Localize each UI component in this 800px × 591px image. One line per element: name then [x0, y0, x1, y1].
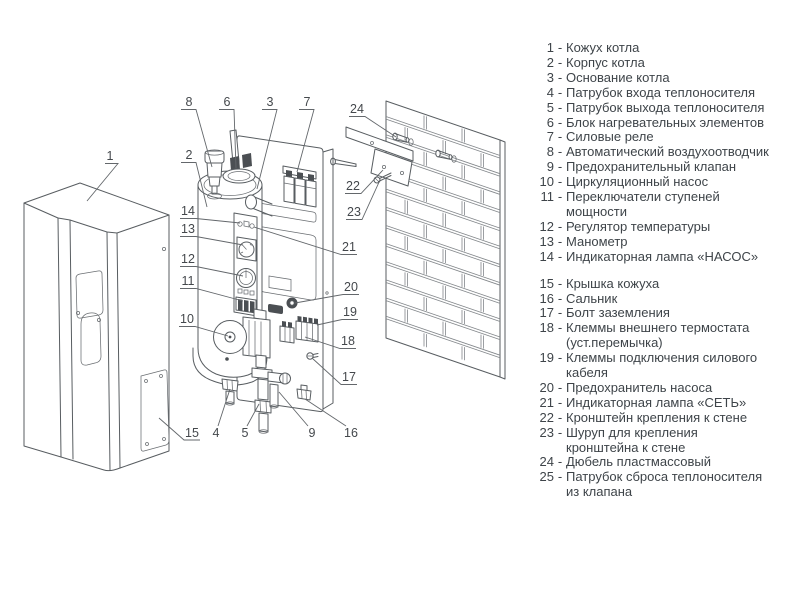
legend-item-text: Патрубок входа теплоносителя	[566, 84, 756, 100]
legend-item-text: Корпус котла	[566, 54, 645, 70]
callout-number-3: 3	[266, 95, 274, 109]
legend-item-number: 3	[546, 69, 554, 85]
legend-item-separator: -	[557, 409, 563, 425]
legend-item-number: 9	[546, 159, 554, 175]
legend-item-number: 13	[539, 233, 554, 249]
legend-item-number: 23	[539, 424, 554, 440]
callout-number-4: 4	[212, 426, 220, 440]
legend-item-number: 8	[546, 144, 554, 160]
boiler-casing-drawing	[24, 183, 169, 471]
legend-item	[534, 455, 796, 470]
legend-item-text: Болт заземления	[566, 305, 670, 321]
legend-item-text: Крышка кожуха	[566, 275, 660, 291]
legend-item	[534, 190, 796, 220]
legend-item-separator: -	[557, 305, 563, 321]
callout-number-17: 17	[342, 370, 356, 384]
callout-number-18: 18	[341, 334, 355, 348]
legend-item-separator: -	[557, 218, 563, 234]
legend-item-number: 18	[539, 320, 554, 336]
power-relays	[283, 166, 316, 207]
legend-item-text: Предохранитель насоса	[566, 379, 713, 395]
pressure-gauge	[237, 237, 256, 261]
legend-item	[534, 101, 796, 116]
legend-item-text: Предохранительный клапан	[566, 159, 737, 175]
legend-item-number: 20	[539, 379, 554, 395]
legend-item-number: 17	[539, 305, 554, 321]
callout-number-24: 24	[350, 102, 364, 116]
legend-item-text: Регулятор температуры	[566, 218, 711, 234]
legend-item-separator: -	[557, 469, 563, 485]
legend-item-separator: -	[557, 394, 563, 410]
legend-item-separator: -	[557, 159, 563, 175]
callout-number-9: 9	[308, 426, 316, 440]
legend-item-text: Индикаторная лампа «СЕТЬ»	[566, 394, 747, 410]
callout-number-22: 22	[346, 179, 360, 193]
callout-number-8: 8	[185, 95, 193, 109]
legend-item	[534, 86, 796, 101]
legend-item-number: 5	[546, 99, 554, 115]
callout-number-15: 15	[185, 426, 199, 440]
legend-item-text: Клеммы внешнего термостата (уст.перемычка)	[566, 320, 750, 351]
legend-item	[534, 250, 796, 265]
outlet-pipe	[258, 379, 268, 400]
callout-leader-4	[218, 389, 230, 426]
callout-number-12: 12	[181, 252, 195, 266]
legend-item-number: 15	[539, 275, 554, 291]
legend-item	[534, 321, 796, 351]
callout-leader-16	[305, 399, 346, 426]
legend-item	[534, 220, 796, 235]
brick-wall-drawing	[386, 101, 505, 379]
legend-item-number: 7	[546, 129, 554, 145]
legend-item	[534, 381, 796, 396]
legend-item-separator: -	[557, 69, 563, 85]
callout-number-20: 20	[344, 280, 358, 294]
legend-item-number: 24	[539, 454, 554, 470]
legend-item	[534, 175, 796, 190]
legend-item-separator: -	[557, 379, 563, 395]
callout-number-6: 6	[223, 95, 231, 109]
safety-valve	[280, 373, 291, 384]
callout-number-10: 10	[180, 312, 194, 326]
legend-item	[534, 411, 796, 426]
control-panel	[234, 213, 257, 316]
legend-item-text: Патрубок выхода теплоносителя	[566, 99, 765, 115]
legend-item-text: Блок нагревательных элементов	[566, 114, 765, 130]
legend-item	[534, 396, 796, 411]
legend-item-number: 6	[546, 114, 554, 130]
legend-item-separator: -	[557, 189, 563, 205]
legend-item-number: 12	[539, 218, 554, 234]
callout-number-5: 5	[241, 426, 249, 440]
legend-item-number: 4	[546, 84, 554, 100]
legend-item	[534, 130, 796, 145]
legend-item-text: Основание котла	[566, 69, 670, 85]
legend-item-separator: -	[557, 54, 563, 70]
legend-item-number: 10	[539, 174, 554, 190]
legend-item	[534, 56, 796, 71]
legend-item	[534, 160, 796, 175]
legend-item-number: 16	[539, 290, 554, 306]
legend-item-separator: -	[557, 84, 563, 100]
legend-item	[534, 145, 796, 160]
legend-item	[534, 426, 796, 456]
legend-item-separator: -	[557, 174, 563, 190]
boiler-assembly-drawing	[193, 130, 333, 433]
bracket-screw-left	[331, 158, 356, 166]
legend-item-text: Автоматический воздухоотводчик	[566, 144, 769, 160]
legend-item	[534, 351, 796, 381]
legend-item-text: Кожух котла	[566, 40, 640, 55]
callout-leader-5	[247, 404, 259, 426]
legend-item	[534, 306, 796, 321]
legend-item	[534, 71, 796, 86]
callout-number-16: 16	[344, 426, 358, 440]
legend-item-number: 22	[539, 409, 554, 425]
legend-item-number: 14	[539, 248, 554, 264]
legend-item-separator: -	[557, 424, 563, 440]
callout-number-2: 2	[185, 148, 193, 162]
legend-item-separator: -	[557, 320, 563, 336]
legend-item	[534, 470, 796, 500]
legend-item-text: Шуруп для крепления кронштейна к стене	[566, 424, 698, 455]
callout-number-13: 13	[181, 222, 195, 236]
legend-item-text: Манометр	[566, 233, 628, 249]
temperature-knob	[237, 269, 256, 288]
legend-item	[534, 116, 796, 131]
legend-item-separator: -	[557, 114, 563, 130]
legend-item-separator: -	[557, 233, 563, 249]
legend-item-text: Циркуляционный насос	[566, 174, 709, 190]
legend-item	[534, 277, 796, 292]
legend-item-text: Индикаторная лампа «НАСОС»	[566, 248, 759, 264]
callout-number-1: 1	[106, 149, 114, 163]
legend-item-number: 21	[539, 394, 554, 410]
legend-item-separator: -	[557, 144, 563, 160]
legend-item-text: Силовые реле	[566, 129, 654, 145]
legend-item	[534, 41, 796, 56]
callout-number-21: 21	[342, 240, 356, 254]
valve-discharge-pipe	[270, 384, 278, 407]
legend-item-text: Патрубок сброса теплоносителя из клапана	[566, 469, 763, 500]
legend-item-separator: -	[557, 454, 563, 470]
legend-item-number: 2	[546, 54, 554, 70]
power-step-switches	[236, 297, 256, 313]
legend-item-separator: -	[557, 40, 563, 55]
legend-item-separator: -	[557, 248, 563, 264]
parts-legend	[534, 41, 796, 500]
dowel-hole-lower	[452, 156, 456, 162]
legend-item-number: 25	[539, 469, 554, 485]
callout-number-23: 23	[347, 205, 361, 219]
legend-item	[534, 292, 796, 307]
inlet-pipe	[222, 379, 238, 405]
legend-item-text: Переключатели ступеней мощности	[566, 189, 720, 219]
dowel-hole-upper	[409, 139, 413, 145]
legend-item-separator: -	[557, 275, 563, 291]
legend-item-text: Кронштейн крепления к стене	[566, 409, 748, 425]
legend-item-number: 11	[540, 189, 554, 205]
callout-number-19: 19	[343, 305, 357, 319]
legend-item-text: Дюбель пластмассовый	[566, 454, 711, 470]
legend-item-number: 19	[539, 350, 554, 366]
legend-item-separator: -	[557, 129, 563, 145]
legend-item-separator: -	[557, 290, 563, 306]
legend-item-text: Сальник	[566, 290, 618, 306]
callout-number-11: 11	[181, 274, 195, 288]
legend-item-separator: -	[557, 99, 563, 115]
callout-number-14: 14	[181, 204, 195, 218]
legend-item	[534, 235, 796, 250]
callout-number-7: 7	[303, 95, 311, 109]
legend-item-number: 1	[546, 40, 554, 55]
legend-item-separator: -	[557, 350, 563, 366]
legend-item-text: Клеммы подключения силового кабеля	[566, 350, 758, 381]
